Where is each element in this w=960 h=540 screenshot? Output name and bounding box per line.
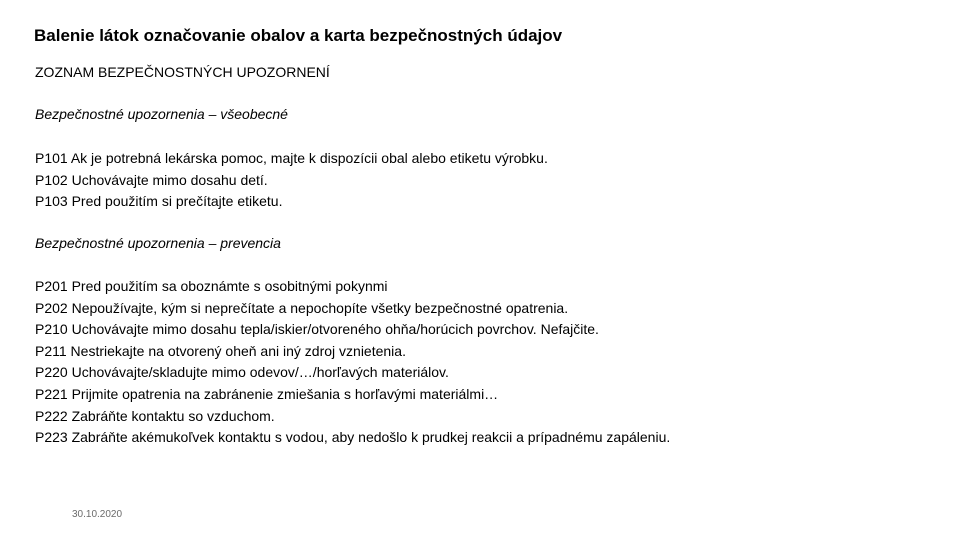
statement-p201: P201 Pred použitím sa oboznámte s osobitnými pokynmi — [35, 278, 388, 294]
statement-p202: P202 Nepoužívajte, kým si neprečítate a nepochopíte všetky bezpečnostné opatrenia. — [35, 299, 569, 316]
statement-p220: P220 Uchovávajte/skladujte mimo odevov/…/horľavých materiálov. — [35, 364, 449, 381]
footer-date: 30.10.2020 — [72, 509, 123, 520]
general-precautions-list — [35, 148, 697, 213]
heading-general-precautions: Bezpečnostné upozornenia – všeobecné — [35, 106, 288, 122]
slide-title: Balenie látok označovanie obalov a karta bezpečnostných údajov — [34, 26, 563, 45]
statement-p221: P221 Prijmite opatrenia na zabránenie zmiešania s horľavými materiálmi… — [35, 385, 499, 402]
heading-prevention-precautions: Bezpečnostné upozornenia – prevencia — [35, 235, 281, 251]
section-list-title: ZOZNAM BEZPEČNOSTNÝCH UPOZORNENÍ — [35, 64, 330, 80]
statement-p222: P222 Zabráňte kontaktu so vzduchom. — [35, 407, 275, 424]
statement-p223: P223 Zabráňte akémukoľvek kontaktu s vodou, aby nedošlo k prudkej reakcii a prípadnému zapáleniu. — [35, 429, 671, 446]
statement-p102: P102 Uchovávajte mimo dosahu detí. — [35, 171, 268, 188]
statement-p101: P101 Ak je potrebná lekárska pomoc, majte k dispozícii obal alebo etiketu výrobku. — [35, 150, 548, 166]
statement-p211: P211 Nestriekajte na otvorený oheň ani iný zdroj vznietenia. — [35, 342, 406, 359]
statement-p210: P210 Uchovávajte mimo dosahu tepla/iskier/otvoreného ohňa/horúcich povrchov. Nefajčite. — [35, 321, 599, 338]
prevention-precautions-list — [35, 276, 697, 449]
statement-p103: P103 Pred použitím si prečítajte etiketu. — [35, 193, 283, 210]
